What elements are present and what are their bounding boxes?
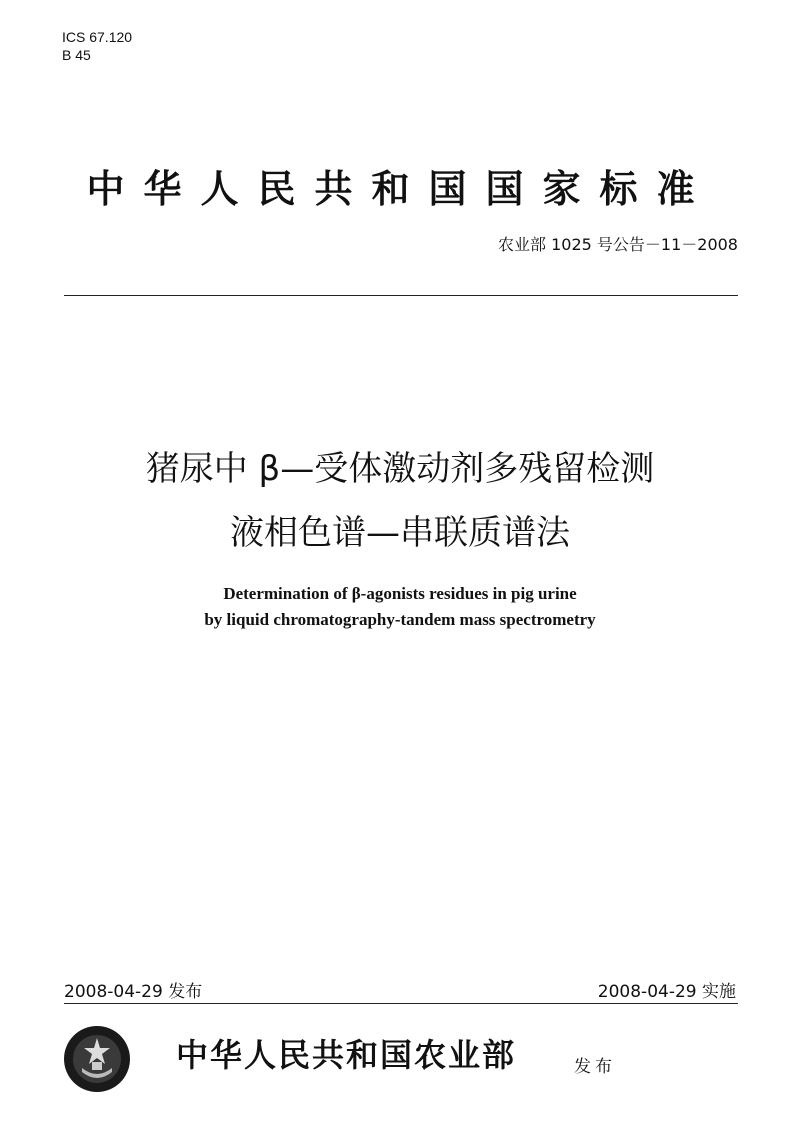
national-emblem-icon bbox=[62, 1024, 132, 1094]
publish-label: 发布 bbox=[574, 1057, 616, 1077]
title-en-line1: Determination of β-agonists residues in pig urine bbox=[223, 584, 577, 603]
ccs-code: B 45 bbox=[62, 47, 91, 63]
title-en-line2: by liquid chromatography-tandem mass spectrometry bbox=[204, 610, 596, 629]
issue-date: 2008-04-29 发布 bbox=[64, 982, 203, 1002]
standard-number: 农业部 1025 号公告－11－2008 bbox=[498, 235, 738, 254]
ics-code: ICS 67.120 bbox=[62, 29, 133, 45]
classification-codes bbox=[62, 28, 132, 64]
top-divider bbox=[64, 295, 738, 296]
implementation-date: 2008-04-29 实施 bbox=[597, 982, 736, 1002]
title-zh-line1: 猪尿中 β—受体激动剂多残留检测 bbox=[145, 449, 655, 489]
bottom-divider bbox=[64, 1003, 738, 1004]
title-zh-line2: 液相色谱—串联质谱法 bbox=[230, 513, 570, 553]
issuing-ministry: 中华人民共和国农业部 bbox=[176, 1036, 517, 1074]
national-standard-title: 中华人民共和国国家标准 bbox=[86, 167, 714, 211]
